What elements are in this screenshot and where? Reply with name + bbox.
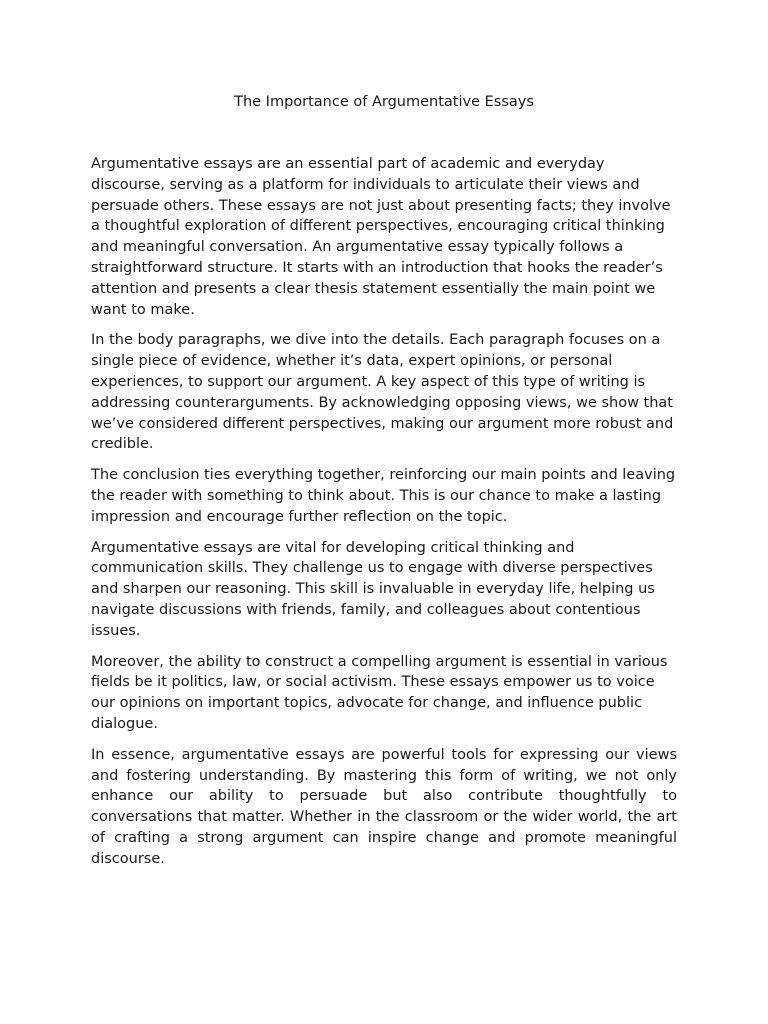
paragraph-fields: Moreover, the ability to construct a compelling argument is essential in various fields be it politics, law, or social activism. These essays empower us to voice our opinions on important topics, advocate for change, and influence public dialogue.: [91, 653, 668, 732]
document-body: [91, 154, 677, 880]
paragraph-conclusion: The conclusion ties everything together, reinforcing our main points and leaving the reader with something to think about. This is our chance to make a lasting impression and encourage further reflection on the topic.: [91, 467, 676, 525]
paragraph-critical-thinking: Argumentative essays are vital for developing critical thinking and communication skills. They challenge us to engage with diverse perspectives and sharpen our reasoning. This skill is invaluable in everyday life, helping us navigate discussions with friends, family, and colleagues about contentious issues.: [91, 539, 655, 639]
paragraph-introduction: Argumentative essays are an essential part of academic and everyday discourse, serving as a platform for individuals to articulate their views and persuade others. These essays are not just about presenting facts; they involve a thoughtful exploration of different perspectives, encouraging critical thinking and meaningful conversation. An argumentative essay typically follows a straightforward structure. It starts with an introduction that hooks the reader’s attention and presents a clear thesis statement essentially the main point we want to make.: [91, 156, 671, 318]
document-title: The Importance of Argumentative Essays: [234, 94, 534, 110]
paragraph-body: In the body paragraphs, we dive into the details. Each paragraph focuses on a single piece of evidence, whether it’s data, expert opinions, or personal experiences, to support our argument. A key aspect of this type of writing is addressing counterarguments. By acknowledging opposing views, we show that we’ve considered different perspectives, making our argument more robust and credible.: [91, 332, 674, 453]
paragraph-essence: In essence, argumentative essays are powerful tools for expressing our views and fostering understanding. By mastering this form of writing, we not only enhance our ability to persuade but also contribute thoughtfully to conversations that matter. Whether in the classroom or the wider world, the art of crafting a strong argument can inspire change and promote meaningful discourse.: [91, 746, 677, 867]
